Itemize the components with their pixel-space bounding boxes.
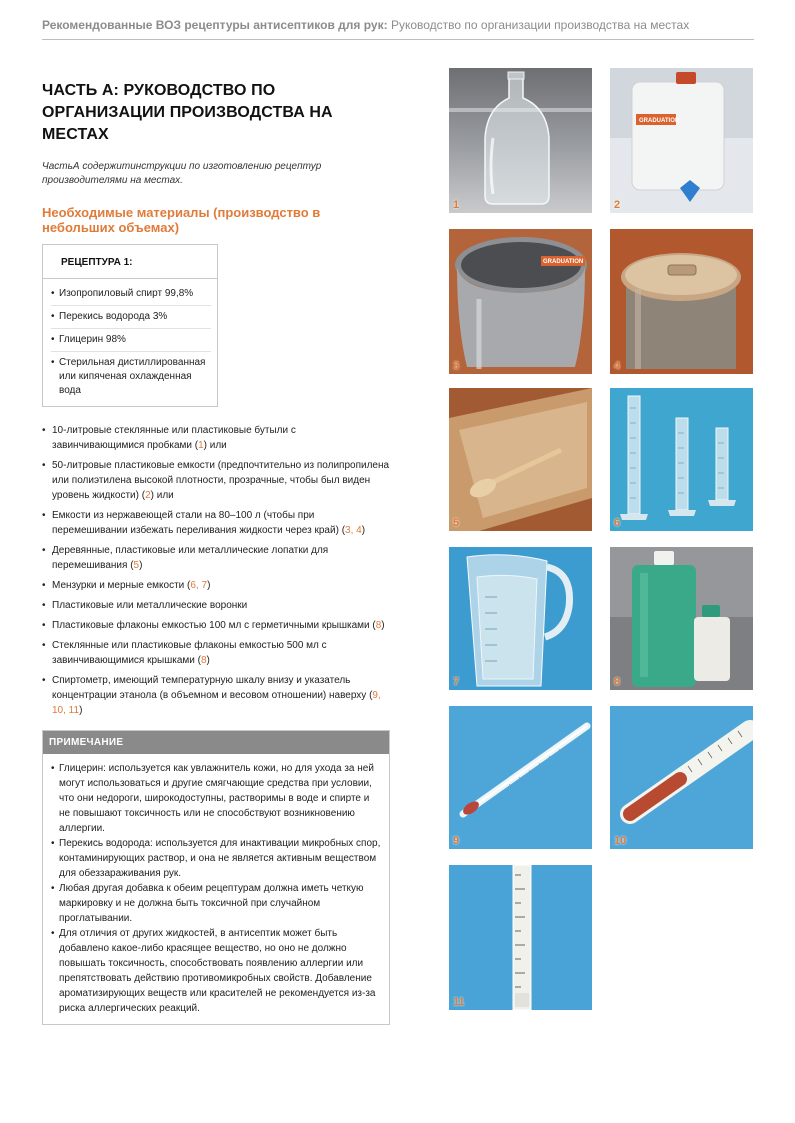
recipe-item: • Перекись водорода 3% [51, 306, 211, 329]
plastic-canister-icon [610, 68, 753, 213]
materials-list [42, 423, 390, 718]
photo-11 [449, 865, 592, 1010]
material-item: • Емкости из нержавеющей стали на 80–100 л (чтобы при перемешивании избежать переливания жидкости через край) (3, 4) [42, 508, 390, 538]
photo-number: 11 [453, 996, 465, 1008]
note-item: • Любая другая добавка к обеим рецептурам должна иметь четкую маркировку и не должна быть токсичной при случайном проглатывании. [51, 881, 381, 926]
page-subtitle: ЧастьА содержитинструкции по изготовлению рецептур производителями на местах. [42, 161, 322, 186]
photo-number: 3 [453, 360, 460, 372]
photo-ref: 1 [198, 440, 204, 451]
photo-ref: 3, 4 [345, 525, 362, 536]
note-item: • Перекись водорода: используется для инактивации микробных спор, контаминирующих раствор, и она не является активным веществом для обеззараживания рук. [51, 836, 381, 881]
photo-number: 10 [614, 835, 627, 847]
material-item: • Спиртометр, имеющий температурную шкалу внизу и указатель концентрации этанола (в объемном и весовом отношении) наверху (9, 10, 11) [42, 673, 390, 718]
alcoholmeter-scale-icon [449, 865, 592, 1010]
alcoholmeter-icon [449, 706, 592, 849]
material-item: • Деревянные, пластиковые или металлические лопатки для перемешивания (5) [42, 543, 390, 573]
steel-pot-lid-icon [610, 229, 753, 374]
running-head [42, 18, 754, 40]
page-title: ЧАСТЬ А: РУКОВОДСТВО ПО ОРГАНИЗАЦИИ ПРОИЗВОДСТВА НА МЕСТАХ [42, 82, 333, 143]
material-item: • Пластиковые флаконы емкостью 100 мл с герметичными крышками (8) [42, 618, 390, 633]
recipe-title: РЕЦЕПТУРА 1: [43, 245, 217, 279]
photo-8 [610, 547, 753, 690]
recipe-box [42, 244, 218, 407]
note-list [43, 754, 389, 1024]
steel-container-icon [449, 229, 592, 374]
recipe-item: • Глицерин 98% [51, 329, 211, 352]
photo-10 [610, 706, 753, 849]
photo-ref: 2 [145, 490, 151, 501]
photo-number: 8 [614, 676, 621, 688]
photo-number: 5 [453, 517, 460, 529]
section-heading: Необходимые материалы (производство в небольших объемах) [42, 205, 321, 235]
photo-number: 4 [614, 360, 621, 372]
photo-3 [449, 229, 592, 374]
note-item: • Для отличия от других жидкостей, в антисептик может быть добавлено какое-либо красящее вещество, но оно не должно повышать токсичность, способствовать появлению аллергии или препятствовать действию противомикробных свойств. Добавление ароматизирующих веществ или красителей не рекомендуется из-за риска аллергических реакций. [51, 926, 381, 1016]
paddle-icon [449, 388, 592, 531]
photo-7 [449, 547, 592, 690]
material-item: • Стеклянные или пластиковые флаконы емкостью 500 мл с завинчивающимися крышками (8) [42, 638, 390, 668]
note-item: • Глицерин: используется как увлажнитель кожи, но для ухода за ней могут использоваться и другие смягчающие средства при условии, что они недороги, широкодоступны, растворимы в воде и спирте и не повышают токсичность или не способствуют возникновению аллергии. [51, 761, 381, 836]
photo-2 [610, 68, 753, 213]
measuring-jugs-icon [449, 547, 592, 690]
photo-ref: 8 [200, 655, 207, 666]
photo-ref: 6, 7 [190, 580, 208, 591]
photo-number: 2 [614, 199, 621, 211]
photo-number: 9 [453, 835, 460, 847]
plastic-flasks-icon [610, 547, 753, 690]
material-item: • Мензурки и мерные емкости (6, 7) [42, 578, 390, 593]
running-head-rest: Руководство по организации производства на местах [390, 18, 690, 32]
note-box [42, 730, 390, 1025]
material-item: • Пластиковые или металлические воронки [42, 598, 390, 613]
alcoholmeter-icon [610, 706, 753, 849]
photo-9 [449, 706, 592, 849]
running-head-bold: Рекомендованные ВОЗ рецептуры антисептиков для рук: [42, 18, 388, 32]
material-item: • 10-литровые стеклянные или пластиковые бутыли с завинчивающимися пробками (1) или [42, 423, 390, 453]
photo-1 [449, 68, 592, 213]
recipe-item: • Стерильная дистиллированная или кипяченая охлажденная вода [51, 352, 211, 402]
photo-6 [610, 388, 753, 531]
photo-ref: 9, 10, 11 [52, 690, 381, 716]
measuring-cylinders-icon [610, 388, 753, 531]
glass-bottle-icon [449, 68, 592, 213]
container-label: GRADUATION [543, 259, 584, 265]
recipe-item: • Изопропиловый спирт 99,8% [51, 283, 211, 306]
canister-label: GRADUATION [639, 118, 680, 124]
photo-number: 7 [453, 676, 460, 688]
photo-4 [610, 229, 753, 374]
material-item: • 50-литровые пластиковые емкости (предпочтительно из полипропилена или полиэтилена высокой плотности, прозрачные, чтобы был виден уровень жидкости) (2) или [42, 458, 390, 503]
photo-number: 1 [453, 199, 460, 211]
photo-5 [449, 388, 592, 531]
note-title: ПРИМЕЧАНИЕ [43, 731, 389, 754]
photo-ref: 5 [133, 560, 140, 571]
recipe-list [43, 279, 217, 406]
photo-number: 6 [614, 517, 621, 529]
left-column [42, 80, 390, 1025]
photo-ref: 8 [375, 620, 382, 631]
